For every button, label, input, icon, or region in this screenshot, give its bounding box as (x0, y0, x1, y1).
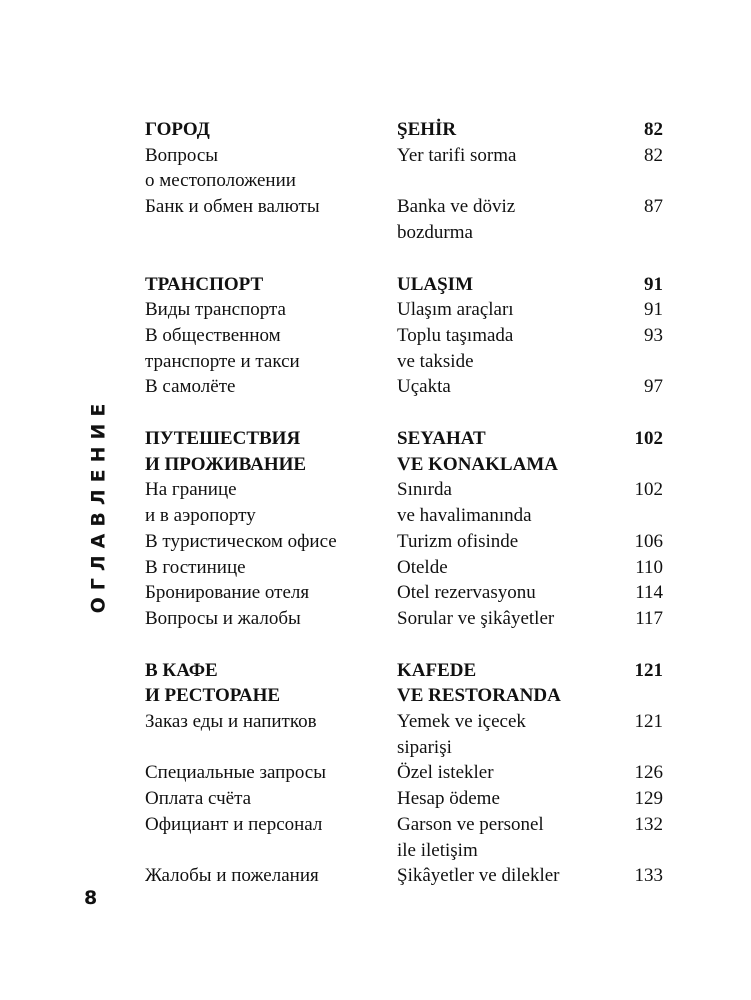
entry-page-number: 121 (634, 711, 663, 733)
entry-russian-line: Виды транспорта (145, 299, 286, 321)
entry-russian-line: транспорте и такси (145, 350, 300, 372)
toc-section (145, 426, 663, 632)
heading-page-number: 91 (644, 273, 663, 295)
entry-turkish-line: Garson ve personel (397, 813, 544, 835)
section-heading (145, 272, 663, 298)
toc-entry (145, 786, 663, 812)
entry-russian (145, 529, 397, 555)
toc-section (145, 658, 663, 889)
entry-russian (145, 760, 397, 786)
toc-entry (145, 863, 663, 889)
entry-russian-line: Специальные запросы (145, 762, 327, 784)
entry-russian-line: Жалобы и пожелания (145, 865, 319, 887)
entry-russian (145, 863, 397, 889)
entry-turkish-line: Otel rezervasyonu (397, 582, 536, 604)
toc-entry (145, 477, 663, 528)
entry-turkish-line: Hesap ödeme (397, 788, 500, 810)
heading-russian (145, 117, 397, 143)
entry-russian-line: Банк и обмен валюты (145, 196, 320, 218)
entry-turkish (397, 760, 593, 786)
heading-turkish (397, 658, 593, 709)
entry-russian (145, 143, 397, 194)
entry-page-number: 132 (634, 813, 663, 835)
entry-turkish-line: Ulaşım araçları (397, 299, 514, 321)
heading-turkish-line: KAFEDE (397, 659, 477, 681)
entry-turkish (397, 374, 593, 400)
entry-russian-line: Вопросы (145, 144, 219, 166)
entry-page-number: 117 (635, 607, 663, 629)
entry-turkish (397, 297, 593, 323)
entry-russian (145, 709, 397, 760)
entry-russian-line: Официант и персонал (145, 813, 323, 835)
heading-page-number: 102 (634, 428, 663, 450)
entry-turkish-line: ve havalimanında (397, 505, 532, 527)
entry-page-number: 93 (644, 324, 663, 346)
side-title (82, 396, 114, 614)
entry-turkish (397, 555, 593, 581)
entry-page-number: 133 (634, 865, 663, 887)
entry-turkish-line: Özel istekler (397, 762, 494, 784)
section-heading (145, 658, 663, 709)
heading-page-number: 82 (644, 119, 663, 140)
entry-page-number: 87 (644, 196, 663, 218)
entry-russian-line: В самолёте (145, 376, 236, 398)
table-of-contents (145, 117, 663, 915)
entry-page-number: 82 (644, 144, 663, 166)
heading-russian-line: В КАФЕ (145, 659, 218, 681)
entry-turkish-line: Banka ve döviz (397, 196, 516, 218)
entry-russian-line: Бронирование отеля (145, 582, 310, 604)
entry-turkish (397, 143, 593, 194)
toc-entry (145, 709, 663, 760)
entry-turkish (397, 194, 593, 245)
entry-page-number: 126 (634, 762, 663, 784)
entry-turkish-line: Sorular ve şikâyetler (397, 607, 555, 629)
entry-page-number: 102 (634, 479, 663, 501)
heading-turkish (397, 426, 593, 477)
entry-turkish (397, 812, 593, 863)
heading-russian (145, 426, 397, 477)
entry-turkish (397, 709, 593, 760)
heading-page-number: 121 (634, 659, 663, 681)
toc-section (145, 117, 663, 246)
entry-page-number: 106 (634, 530, 663, 552)
toc-entry (145, 812, 663, 863)
heading-turkish-line: VE RESTORANDA (397, 685, 561, 707)
entry-page-number: 114 (635, 582, 663, 604)
entry-russian (145, 812, 397, 863)
entry-russian (145, 194, 397, 245)
entry-russian-line: Заказ еды и напитков (145, 711, 317, 733)
entry-russian-line: В общественном (145, 324, 281, 346)
heading-turkish-line: SEYAHAT (397, 428, 486, 450)
entry-turkish-line: siparişi (397, 736, 452, 758)
heading-turkish-line: VE KONAKLAMA (397, 453, 558, 475)
toc-entry (145, 760, 663, 786)
entry-page-number: 129 (634, 788, 663, 810)
entry-turkish (397, 606, 593, 632)
entry-russian-line: Оплата счёта (145, 788, 252, 810)
toc-entry (145, 606, 663, 632)
entry-russian (145, 786, 397, 812)
entry-page-number: 97 (644, 376, 663, 398)
entry-russian (145, 477, 397, 528)
entry-turkish-line: bozdurma (397, 221, 473, 243)
toc-section (145, 272, 663, 401)
entry-russian (145, 555, 397, 581)
entry-russian-line: В туристическом офисе (145, 530, 337, 552)
entry-russian-line: В гостинице (145, 556, 246, 578)
entry-turkish-line: Uçakta (397, 376, 451, 398)
heading-russian-line: И ПРОЖИВАНИЕ (145, 453, 307, 475)
entry-page-number: 110 (635, 556, 663, 578)
entry-turkish-line: Yer tarifi sorma (397, 144, 517, 166)
toc-entry (145, 297, 663, 323)
heading-turkish-line: ŞEHİR (397, 119, 457, 140)
entry-turkish (397, 529, 593, 555)
toc-entry (145, 555, 663, 581)
entry-russian (145, 606, 397, 632)
entry-turkish (397, 323, 593, 374)
entry-turkish-line: Turizm ofisinde (397, 530, 519, 552)
side-title-text: ОГЛАВЛЕНИЕ (87, 396, 109, 614)
section-heading (145, 426, 663, 477)
entry-russian-line: о местоположении (145, 170, 296, 192)
entry-turkish-line: ile iletişim (397, 839, 478, 861)
heading-russian-line: ПУТЕШЕСТВИЯ (145, 428, 301, 450)
heading-russian (145, 272, 397, 298)
entry-turkish-line: ve takside (397, 350, 474, 372)
entry-turkish (397, 580, 593, 606)
entry-russian (145, 374, 397, 400)
toc-entry (145, 374, 663, 400)
heading-turkish-line: ULAŞIM (397, 273, 474, 295)
toc-entry (145, 323, 663, 374)
entry-russian (145, 297, 397, 323)
entry-turkish (397, 477, 593, 528)
entry-turkish-line: Şikâyetler ve dilekler (397, 865, 560, 887)
entry-turkish-line: Otelde (397, 556, 448, 578)
page-number: 8 (84, 887, 98, 909)
entry-turkish (397, 863, 593, 889)
entry-russian-line: и в аэропорту (145, 505, 256, 527)
toc-entry (145, 194, 663, 245)
entry-turkish-line: Sınırda (397, 479, 452, 501)
heading-turkish (397, 117, 593, 143)
heading-russian-line: ГОРОД (145, 119, 210, 140)
heading-russian-line: И РЕСТОРАНЕ (145, 685, 281, 707)
entry-turkish (397, 786, 593, 812)
entry-turkish-line: Yemek ve içecek (397, 711, 526, 733)
heading-turkish (397, 272, 593, 298)
entry-russian (145, 323, 397, 374)
toc-entry (145, 580, 663, 606)
heading-russian (145, 658, 397, 709)
toc-entry (145, 143, 663, 194)
entry-russian-line: На границе (145, 479, 237, 501)
heading-russian-line: ТРАНСПОРТ (145, 273, 264, 295)
entry-russian (145, 580, 397, 606)
entry-page-number: 91 (644, 299, 663, 321)
toc-entry (145, 529, 663, 555)
section-heading (145, 117, 663, 143)
entry-russian-line: Вопросы и жалобы (145, 607, 301, 629)
entry-turkish-line: Toplu taşımada (397, 324, 514, 346)
